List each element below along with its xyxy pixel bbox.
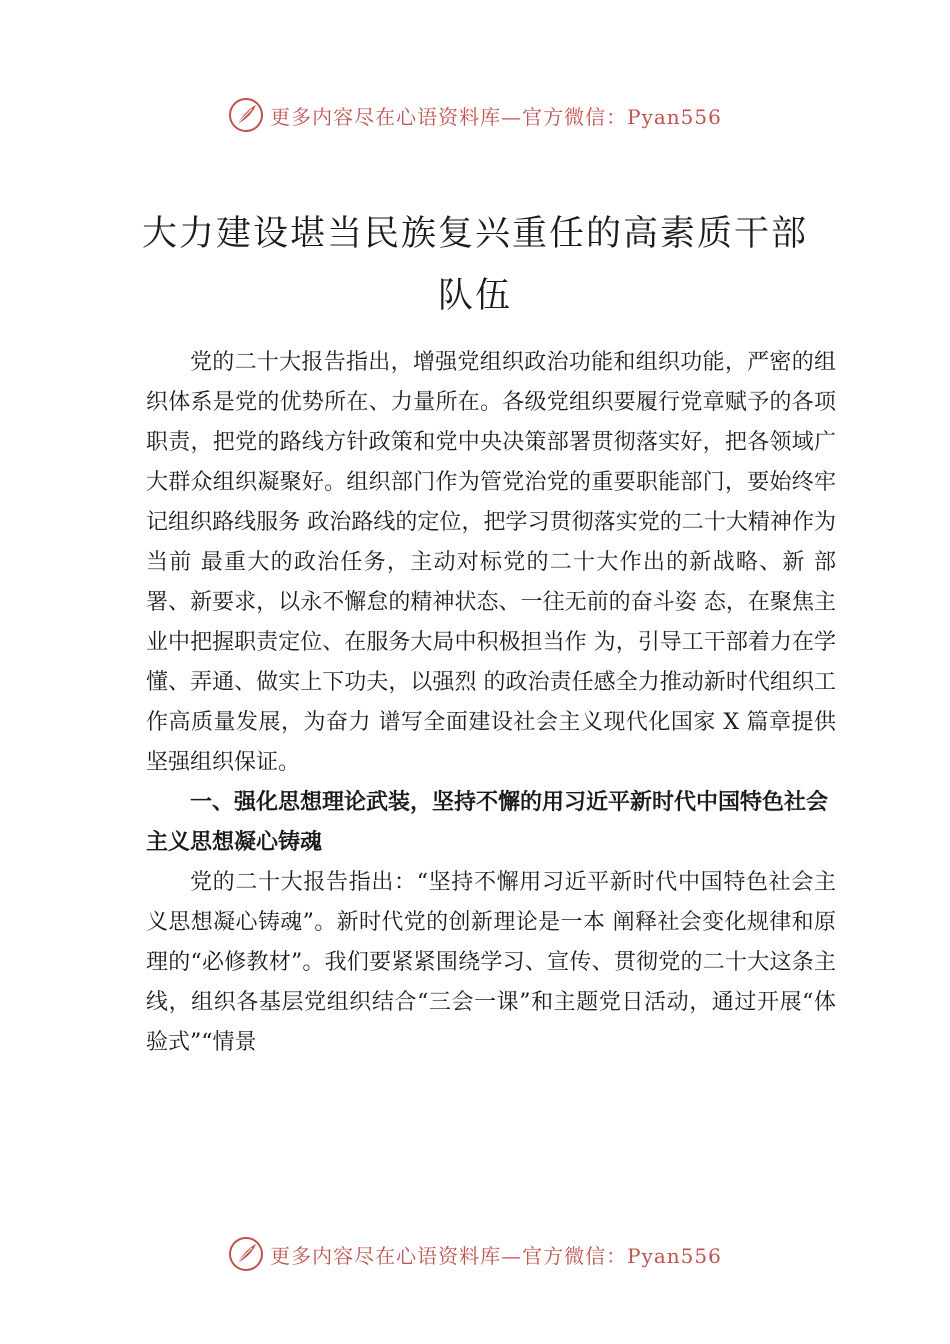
paragraph-intro: 党的二十大报告指出，增强党组织政治功能和组织功能，严密的组织体系是党的优势所在、力量所在。各级党组织要履行党章赋予的各项职责，把党的路线方针政策和党中央决策部署贯彻落实好，把各领域广大群众组织凝聚好。组织部门作为管党治党的重要职能部门，要始终牢记组织路线服务 政治路线的定位，把学习贯彻落实党的二十大精神作为当前 最重大的政治任务，主动对标党的二十大作出的新战略、新 部署、新要求，以永不懈怠的精神状态、一往无前的奋斗姿 态，在聚焦主业中把握职责定位、在服务大局中积极担当作 为，引导工干部着力在学懂、弄通、做实上下功夫，以强烈 的政治责任感全力推动新时代组织工作高质量发展，为奋力 谱写全面建设社会主义现代化国家 X 篇章提供坚强组织保证。	[146, 350, 836, 775]
header-banner	[0, 95, 950, 135]
banner-text: 更多内容尽在心语资料库—官方微信：Pyan556	[270, 1243, 722, 1268]
banner-text: 更多内容尽在心语资料库—官方微信：Pyan556	[270, 104, 722, 129]
document-title	[0, 203, 950, 327]
title-line-2: 队伍	[437, 276, 512, 317]
feather-pen-logo-icon	[228, 1236, 264, 1272]
title-line-1: 大力建设堪当民族复兴重任的高素质干部	[141, 214, 808, 255]
document-body	[146, 343, 836, 1063]
footer-banner	[0, 1234, 950, 1274]
paragraph-section-1: 党的二十大报告指出：“坚持不懈用习近平新时代中国特色社会主义思想凝心铸魂”。新时代党的创新理论是一本 阐释社会变化规律和原理的“必修教材”。我们要紧紧围绕学习、宣传、贯彻党的二十大这条主线，组织各基层党组织结合“三会一课”和主题党日活动，通过开展“体验式”“情景	[146, 870, 836, 1055]
feather-pen-logo-icon	[228, 97, 264, 133]
section-heading-1: 一、强化思想理论武装，坚持不懈的用习近平新时代中国特色社会主义思想凝心铸魂	[146, 790, 829, 855]
